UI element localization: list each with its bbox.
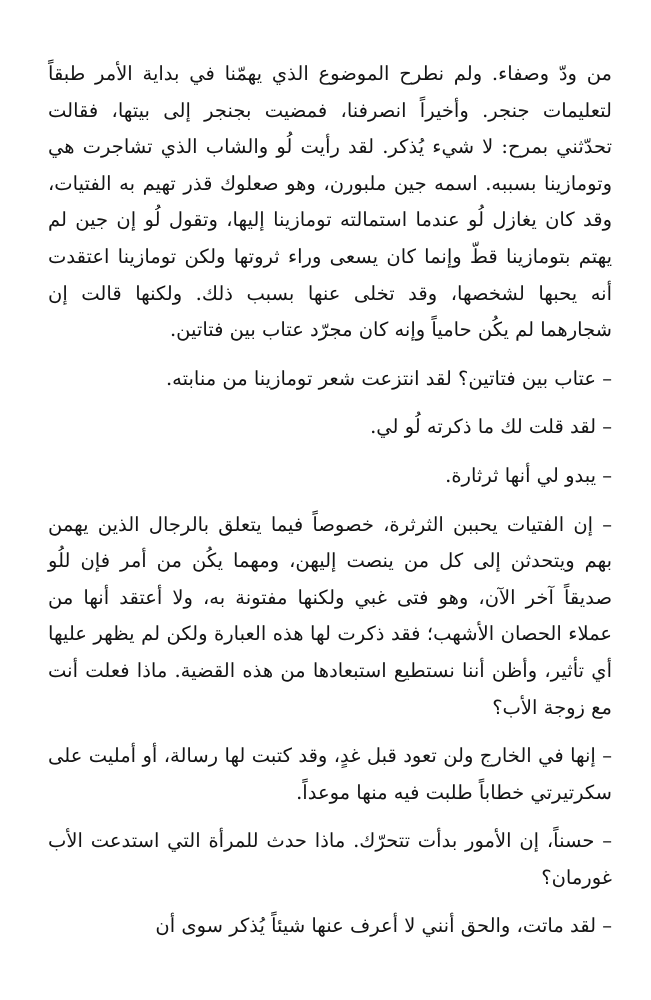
dialogue-paragraph: – حسناً، إن الأمور بدأت تتحرّك. ماذا حدث للمرأة التي استدعت الأب غورمان؟ bbox=[48, 829, 612, 889]
dialogue-paragraph: – إن الفتيات يحببن الثرثرة، خصوصاً فيما يتعلق بالرجال الذين يهمن بهم ويتحدثن إلى كل من ينصت إليهن، ومهما يكُن من أمر فإن للُو صديقاً آخر الآن، وهو فتى غبي ولكنها مفتونة به، ولا أعتقد أنها من عملاء الحصان الأشهب؛ فقد ذكرت لها هذه العبارة ولكن لم يظهر عليها أي تأثير، وأظن أننا نستطيع استبعادها من هذه القضية. ماذا فعلت أنت مع زوجة الأب؟ bbox=[48, 512, 612, 719]
book-page bbox=[48, 56, 612, 945]
dialogue-paragraph: – إنها في الخارج ولن تعود قبل غدٍ، وقد كتبت لها رسالة، أو أمليت على سكرتيرتي خطاباً طلبت فيه منها موعداً. bbox=[48, 744, 612, 804]
dialogue-line: – لقد ماتت، والحق أنني لا أعرف عنها شيئاً يُذكر سوى أن bbox=[155, 914, 612, 938]
dialogue-line: – يبدو لي أنها ثرثارة. bbox=[445, 463, 612, 487]
paragraph-narration: من ودّ وصفاء. ولم نطرح الموضوع الذي يهمّنا في بداية الأمر طبقاً لتعليمات جنجر. وأخيراً انصرفنا، فمضيت بجنجر إلى بيتها، فقالت تحدّثني بمرح: لا شيء يُذكر. لقد رأيت لُو والشاب الذي تشاجرت هي وتومازينا بسببه. اسمه جين ملبورن، وهو صعلوك قذر تهيم به الفتيات، وقد كان يغازل لُو عندما استمالته تومازينا إليها، وتقول لُو إن جين لم يهتم بتومازينا قطّ وإنما كان يسعى وراء ثروتها ولكن تومازينا اعتقدت أنه يحبها لشخصها، وقد تخلى عنها بسبب ذلك. ولكنها قالت إن شجارهما لم يكُن حامياً وإنه كان مجرّد عتاب بين فتاتين. bbox=[48, 62, 612, 342]
dialogue-line: – لقد قلت لك ما ذكرته لُو لي. bbox=[370, 415, 612, 439]
dialogue-line: – عتاب بين فتاتين؟ لقد انتزعت شعر تومازينا من منابته. bbox=[165, 366, 612, 390]
